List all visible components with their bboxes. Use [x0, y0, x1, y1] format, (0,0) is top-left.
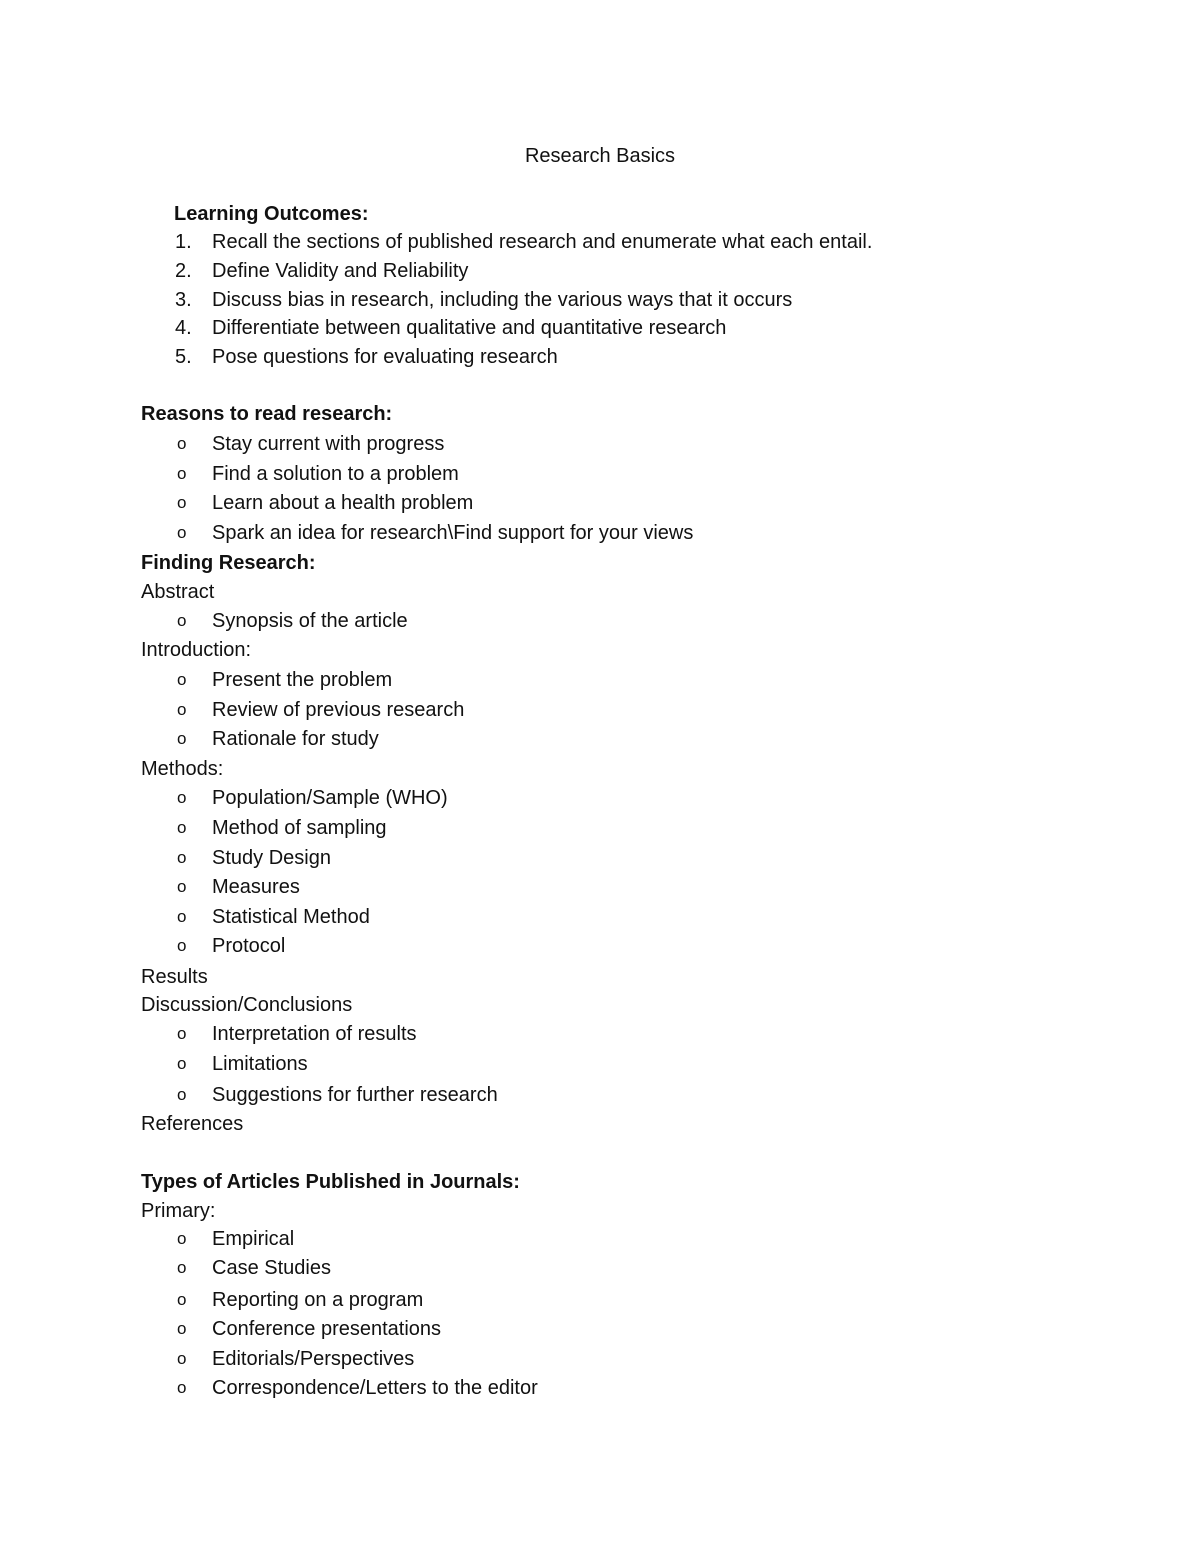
reasons-heading: Reasons to read research:	[141, 403, 393, 425]
primary-label: Primary:	[141, 1200, 216, 1222]
bullet-icon: o	[177, 1054, 187, 1073]
list-item: Correspondence/Letters to the editor	[212, 1377, 538, 1399]
outcome-text: Differentiate between qualitative and quantitative research	[212, 317, 727, 339]
list-item: Spark an idea for research\Find support for your views	[212, 522, 694, 544]
list-item: Limitations	[212, 1053, 308, 1075]
bullet-icon: o	[177, 1290, 187, 1309]
bullet-icon: o	[177, 493, 187, 512]
outcome-number: 5.	[175, 346, 192, 368]
bullet-icon: o	[177, 936, 187, 955]
bullet-icon: o	[177, 907, 187, 926]
outcome-text: Discuss bias in research, including the various ways that it occurs	[212, 289, 793, 311]
list-item: Reporting on a program	[212, 1289, 424, 1311]
bullet-icon: o	[177, 1378, 187, 1397]
list-item: Case Studies	[212, 1257, 331, 1279]
list-item: Conference presentations	[212, 1318, 442, 1340]
list-item: Present the problem	[212, 669, 393, 691]
bullet-icon: o	[177, 788, 187, 807]
outcome-text: Recall the sections of published research and enumerate what each entail.	[212, 231, 873, 253]
bullet-icon: o	[177, 1085, 187, 1104]
list-item: Method of sampling	[212, 817, 387, 839]
abstract-label: Abstract	[141, 581, 215, 603]
bullet-icon: o	[177, 729, 187, 748]
bullet-icon: o	[177, 1024, 187, 1043]
list-item: Synopsis of the article	[212, 610, 408, 632]
introduction-label: Introduction:	[141, 639, 252, 661]
types-heading: Types of Articles Published in Journals:	[141, 1171, 520, 1193]
learning-outcomes-heading: Learning Outcomes:	[174, 203, 369, 225]
list-item: Empirical	[212, 1228, 295, 1250]
list-item: Editorials/Perspectives	[212, 1348, 415, 1370]
bullet-icon: o	[177, 1319, 187, 1338]
list-item: Study Design	[212, 847, 331, 869]
list-item: Learn about a health problem	[212, 492, 474, 514]
list-item: Stay current with progress	[212, 433, 445, 455]
references-label: References	[141, 1113, 244, 1135]
list-item: Protocol	[212, 935, 286, 957]
list-item: Find a solution to a problem	[212, 463, 459, 485]
methods-label: Methods:	[141, 758, 224, 780]
page-title: Research Basics	[524, 145, 676, 167]
outcome-text: Pose questions for evaluating research	[212, 346, 558, 368]
bullet-icon: o	[177, 434, 187, 453]
bullet-icon: o	[177, 877, 187, 896]
list-item: Population/Sample (WHO)	[212, 787, 448, 809]
outcome-number: 3.	[175, 289, 192, 311]
discussion-label: Discussion/Conclusions	[141, 994, 353, 1016]
list-item: Suggestions for further research	[212, 1084, 498, 1106]
bullet-icon: o	[177, 523, 187, 542]
bullet-icon: o	[177, 818, 187, 837]
bullet-icon: o	[177, 464, 187, 483]
list-item: Measures	[212, 876, 300, 898]
outcome-number: 4.	[175, 317, 192, 339]
bullet-icon: o	[177, 848, 187, 867]
list-item: Rationale for study	[212, 728, 379, 750]
bullet-icon: o	[177, 1349, 187, 1368]
finding-research-heading: Finding Research:	[141, 552, 316, 574]
bullet-icon: o	[177, 670, 187, 689]
outcome-number: 1.	[175, 231, 192, 253]
outcome-text: Define Validity and Reliability	[212, 260, 469, 282]
results-label: Results	[141, 966, 208, 988]
list-item: Review of previous research	[212, 699, 465, 721]
list-item: Interpretation of results	[212, 1023, 417, 1045]
bullet-icon: o	[177, 611, 187, 630]
bullet-icon: o	[177, 1229, 187, 1248]
bullet-icon: o	[177, 1258, 187, 1277]
outcome-number: 2.	[175, 260, 192, 282]
list-item: Statistical Method	[212, 906, 370, 928]
bullet-icon: o	[177, 700, 187, 719]
